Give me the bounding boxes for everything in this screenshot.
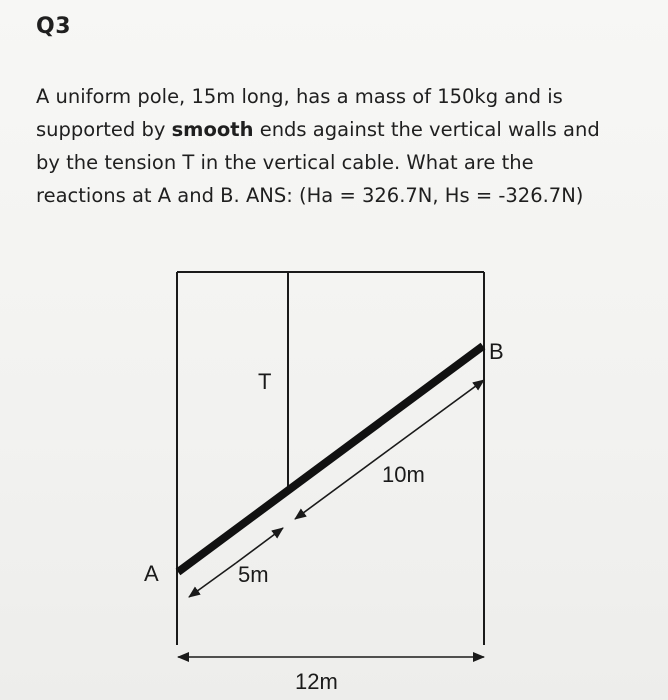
label-t: T	[258, 369, 272, 394]
dimension-arrow-5m-upper	[236, 528, 283, 563]
label-a: A	[144, 561, 159, 586]
question-line-3: by the tension T in the vertical cable. What are the	[36, 151, 534, 174]
question-number: Q3	[36, 14, 72, 39]
label-10m: 10m	[382, 462, 425, 487]
question-line-1: A uniform pole, 15m long, has a mass of 150kg and is	[36, 85, 563, 108]
label-12m: 12m	[295, 669, 338, 694]
question-line-2-end: ends against the vertical walls and	[253, 118, 600, 141]
question-line-2-start: supported by	[36, 118, 172, 141]
question-line-4: reactions at A and B. ANS: (Ha = 326.7N, Hs = -326.7N)	[36, 184, 584, 207]
dimension-arrow-5m-lower	[189, 563, 236, 597]
dimension-arrow-10m-upper	[390, 380, 484, 449]
label-b: B	[489, 339, 504, 364]
question-bold-word: smooth	[171, 118, 254, 141]
label-5m: 5m	[238, 562, 269, 587]
pole	[178, 346, 483, 572]
dimension-arrow-10m-lower	[295, 449, 390, 519]
